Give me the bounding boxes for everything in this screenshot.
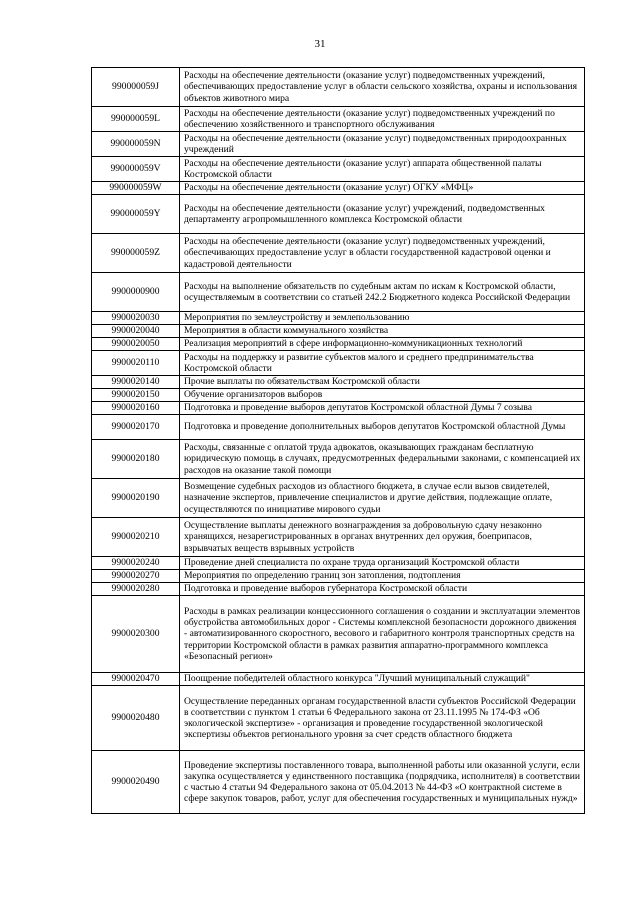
code-cell: 9900020490 xyxy=(92,751,180,814)
table-row xyxy=(92,132,585,157)
table-row xyxy=(92,389,585,402)
description-cell: Расходы на выполнение обязательств по судебным актам по искам к Костромской области, осуществляемым в соответствии со статьей 242.2 Бюджетного кодекса Российской Федерации xyxy=(180,273,585,312)
description-cell: Мероприятия в области коммунального хозяйства xyxy=(180,325,585,338)
code-cell: 9900020110 xyxy=(92,351,180,376)
table-row xyxy=(92,182,585,195)
code-cell: 990000059Y xyxy=(92,195,180,234)
code-cell: 9900020170 xyxy=(92,415,180,440)
code-cell: 9900020140 xyxy=(92,376,180,389)
table-row xyxy=(92,234,585,273)
table-row xyxy=(92,195,585,234)
code-cell: 9900020190 xyxy=(92,479,180,518)
page-number: 31 xyxy=(314,38,326,50)
code-cell: 9900020050 xyxy=(92,338,180,351)
table-row xyxy=(92,686,585,751)
table-row xyxy=(92,440,585,479)
description-cell: Расходы на обеспечение деятельности (оказание услуг) аппарата общественной палаты Костромской области xyxy=(180,157,585,182)
table-row xyxy=(92,479,585,518)
table-row xyxy=(92,415,585,440)
code-cell: 990000059N xyxy=(92,132,180,157)
table-row xyxy=(92,570,585,583)
code-cell: 9900020030 xyxy=(92,312,180,325)
description-cell: Расходы в рамках реализации концессионного соглашения о создании и эксплуатации элементов обустройства автомобильных дорог - Системы комплексной безопасности дорожного движения - автоматизированного скоростного, весового и габаритного контроля транспортных средств на территории Костромской области в рамках развития аппаратно-программного комплекса «Безопасный регион» xyxy=(180,596,585,673)
table-row xyxy=(92,518,585,557)
description-cell: Подготовка и проведение дополнительных выборов депутатов Костромской областной Думы xyxy=(180,415,585,440)
code-cell: 9900020040 xyxy=(92,325,180,338)
table-row xyxy=(92,273,585,312)
table-row xyxy=(92,557,585,570)
table-row xyxy=(92,583,585,596)
description-cell: Расходы на поддержку и развитие субъектов малого и среднего предпринимательства Костромской области xyxy=(180,351,585,376)
description-cell: Проведение дней специалиста по охране труда организаций Костромской области xyxy=(180,557,585,570)
code-cell: 9900020150 xyxy=(92,389,180,402)
code-cell: 9900020280 xyxy=(92,583,180,596)
table-row xyxy=(92,751,585,814)
table-row xyxy=(92,376,585,389)
code-cell: 990000059Z xyxy=(92,234,180,273)
description-cell: Мероприятия по определению границ зон затопления, подтопления xyxy=(180,570,585,583)
description-cell: Поощрение победителей областного конкурса "Лучший муниципальный служащий" xyxy=(180,673,585,686)
table-row xyxy=(92,312,585,325)
description-cell: Осуществление выплаты денежного вознаграждения за добровольную сдачу незаконно хранящихся, незарегистрированных в органах внутренних дел оружия, боеприпасов, взрывчатых веществ взрывных устройств xyxy=(180,518,585,557)
code-cell: 990000059W xyxy=(92,182,180,195)
code-cell: 9900020160 xyxy=(92,402,180,415)
code-cell: 9900020300 xyxy=(92,596,180,673)
table-row xyxy=(92,325,585,338)
description-cell: Проведение экспертизы поставленного товара, выполненной работы или оказанной услуги, если закупка осуществляется у единственного поставщика (подрядчика, исполнителя) в соответствии с частью 4 статьи 94 Федерального закона от 05.04.2013 № 44-ФЗ «О контрактной системе в сфере закупок товаров, работ, услуг для обеспечения государственных и муниципальных нужд» xyxy=(180,751,585,814)
code-cell: 9900020480 xyxy=(92,686,180,751)
description-cell: Расходы на обеспечение деятельности (оказание услуг) подведомственных учреждений по обеспечению хозяйственного и транспортного обслуживания xyxy=(180,107,585,132)
table-row xyxy=(92,157,585,182)
table-body xyxy=(92,68,585,814)
code-cell: 9900000900 xyxy=(92,273,180,312)
description-cell: Мероприятия по землеустройству и землепользованию xyxy=(180,312,585,325)
table-row xyxy=(92,351,585,376)
description-cell: Осуществление переданных органам государственной власти субъектов Российской Федерации в соответствии с пунктом 1 статьи 6 Федерального закона от 23.11.1995 № 174-ФЗ «Об экологической экспертизе» - организация и проведение государственной экологической экспертизы объектов регионального уровня за счет средств областного бюджета xyxy=(180,686,585,751)
code-cell: 9900020470 xyxy=(92,673,180,686)
code-cell: 9900020180 xyxy=(92,440,180,479)
budget-codes-table xyxy=(91,67,585,814)
description-cell: Расходы на обеспечение деятельности (оказание услуг) учреждений, подведомственных департаменту агропромышленного комплекса Костромской области xyxy=(180,195,585,234)
code-cell: 9900020240 xyxy=(92,557,180,570)
table-row xyxy=(92,402,585,415)
description-cell: Реализация мероприятий в сфере информационно-коммуникационных технологий xyxy=(180,338,585,351)
description-cell: Расходы на обеспечение деятельности (оказание услуг) ОГКУ «МФЦ» xyxy=(180,182,585,195)
table-row xyxy=(92,596,585,673)
description-cell: Подготовка и проведение выборов губернатора Костромской области xyxy=(180,583,585,596)
code-cell: 990000059L xyxy=(92,107,180,132)
code-cell: 990000059J xyxy=(92,68,180,107)
code-cell: 9900020210 xyxy=(92,518,180,557)
table-row xyxy=(92,338,585,351)
description-cell: Обучение организаторов выборов xyxy=(180,389,585,402)
code-cell: 990000059V xyxy=(92,157,180,182)
description-cell: Возмещение судебных расходов из областного бюджета, в случае если вызов свидетелей, назначение экспертов, привлечение специалистов и другие действия, подлежащие оплате, осуществляются по инициативе мирового судьи xyxy=(180,479,585,518)
description-cell: Расходы на обеспечение деятельности (оказание услуг) подведомственных природоохранных учреждений xyxy=(180,132,585,157)
description-cell: Расходы, связанные с оплатой труда адвокатов, оказывающих гражданам бесплатную юридическую помощь в случаях, предусмотренных федеральными законами, с компенсацией их расходов на оказание такой помощи xyxy=(180,440,585,479)
description-cell: Подготовка и проведение выборов депутатов Костромской областной Думы 7 созыва xyxy=(180,402,585,415)
description-cell: Прочие выплаты по обязательствам Костромской области xyxy=(180,376,585,389)
description-cell: Расходы на обеспечение деятельности (оказание услуг) подведомственных учреждений, обеспечивающих предоставление услуг в области государственной кадастровой оценки и кадастровой деятельности xyxy=(180,234,585,273)
table-row xyxy=(92,68,585,107)
code-cell: 9900020270 xyxy=(92,570,180,583)
description-cell: Расходы на обеспечение деятельности (оказание услуг) подведомственных учреждений, обеспечивающих предоставление услуг в области сельского хозяйства, охраны и использования объектов животного мира xyxy=(180,68,585,107)
table-row xyxy=(92,673,585,686)
table-row xyxy=(92,107,585,132)
